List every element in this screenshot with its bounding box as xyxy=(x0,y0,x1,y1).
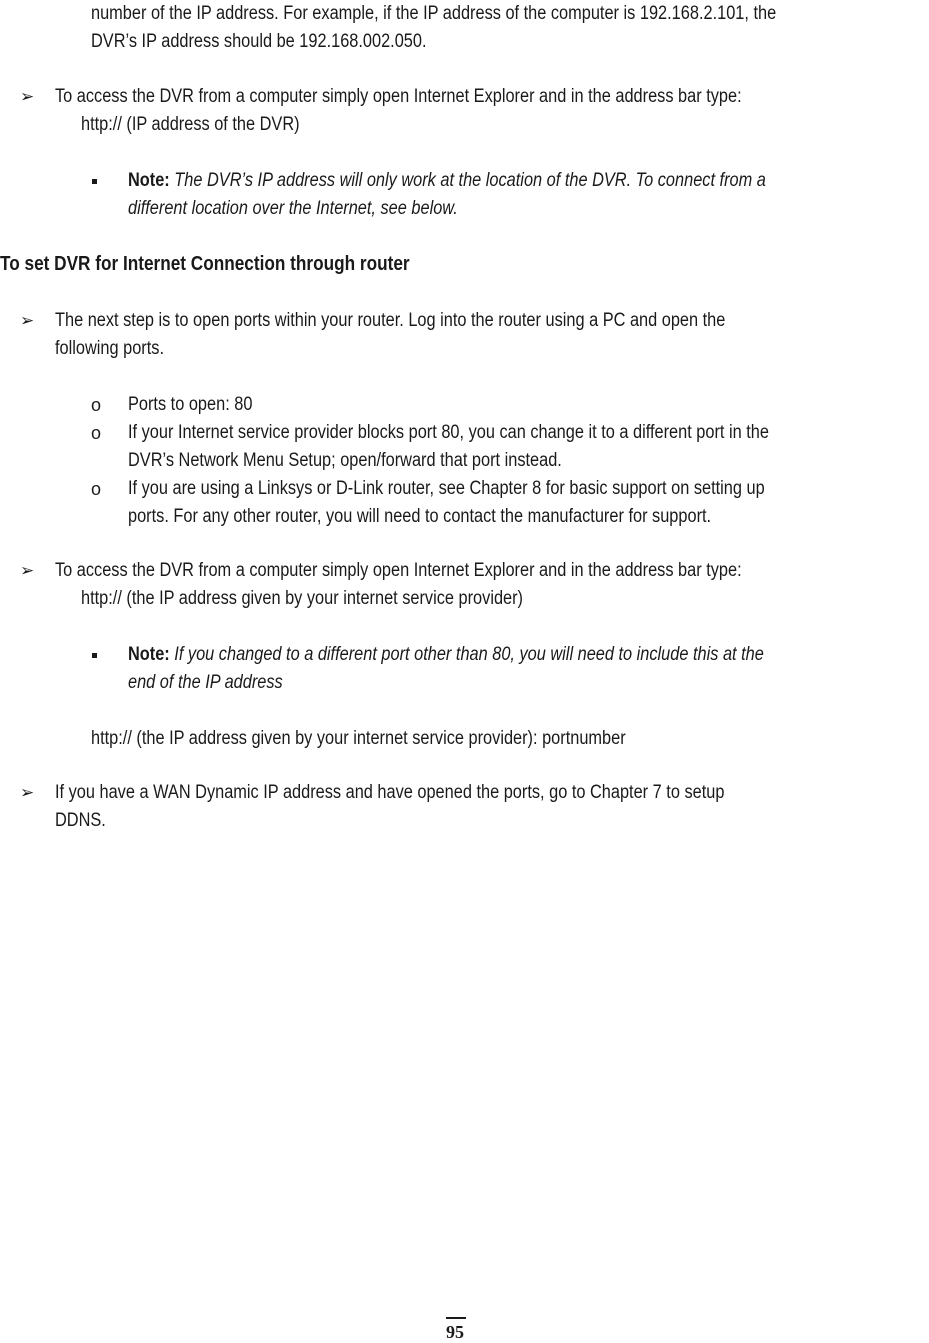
arrow-bullet-icon: ➢ xyxy=(20,561,35,581)
page-number-rule xyxy=(446,1317,466,1319)
section-heading: To set DVR for Internet Connection through router xyxy=(0,253,410,275)
intro-line-2: DVR’s IP address should be 192.168.002.050. xyxy=(91,31,427,52)
ports-line-1: The next step is to open ports within your router. Log into the router using a PC and open the xyxy=(55,310,726,331)
note-1-line-1 xyxy=(128,167,929,195)
note-1-line-2: different location over the Internet, see below. xyxy=(128,198,458,219)
page-number: 95 xyxy=(446,1322,464,1342)
sub-item-2-line-1: If your Internet service provider blocks port 80, you can change it to a different port in the xyxy=(128,422,769,443)
arrow-bullet-icon: ➢ xyxy=(20,311,35,331)
ddns-line-1: If you have a WAN Dynamic IP address and have opened the ports, go to Chapter 7 to setup xyxy=(55,782,725,803)
note-2-text: If you changed to a different port other than 80, you will need to include this at the xyxy=(174,644,764,665)
circle-bullet-icon: o xyxy=(91,479,102,499)
ddns-line-2: DDNS. xyxy=(55,810,106,831)
arrow-bullet-icon: ➢ xyxy=(20,783,35,803)
access-url-1: http:// (IP address of the DVR) xyxy=(81,114,300,135)
note-2-label: Note: xyxy=(128,644,170,665)
square-bullet-icon xyxy=(92,179,97,184)
intro-line-1: number of the IP address. For example, if the IP address of the computer is 192.168.2.101, the xyxy=(91,3,777,24)
arrow-bullet-icon: ➢ xyxy=(20,87,35,107)
circle-bullet-icon: o xyxy=(91,395,102,415)
note-1-label: Note: xyxy=(128,170,170,191)
note-2-line-2: end of the IP address xyxy=(128,672,283,693)
circle-bullet-icon: o xyxy=(91,423,102,443)
note-1-text: The DVR’s IP address will only work at the location of the DVR. To connect from a xyxy=(174,170,766,191)
sub-item-3-line-1: If you are using a Linksys or D-Link router, see Chapter 8 for basic support on setting up xyxy=(128,478,765,499)
sub-item-1: Ports to open: 80 xyxy=(128,394,253,415)
access-url-2: http:// (the IP address given by your internet service provider) xyxy=(81,588,524,609)
sub-item-2-line-2: DVR’s Network Menu Setup; open/forward that port instead. xyxy=(128,450,562,471)
access-instructions-1: To access the DVR from a computer simply open Internet Explorer and in the address bar type: xyxy=(55,86,742,107)
ports-line-2: following ports. xyxy=(55,338,164,359)
port-url: http:// (the IP address given by your internet service provider): portnumber xyxy=(91,728,626,749)
access-instructions-2: To access the DVR from a computer simply open Internet Explorer and in the address bar type: xyxy=(55,560,742,581)
note-2-line-1 xyxy=(128,641,929,669)
square-bullet-icon xyxy=(92,653,97,658)
sub-item-3-line-2: ports. For any other router, you will need to contact the manufacturer for support. xyxy=(128,506,712,527)
